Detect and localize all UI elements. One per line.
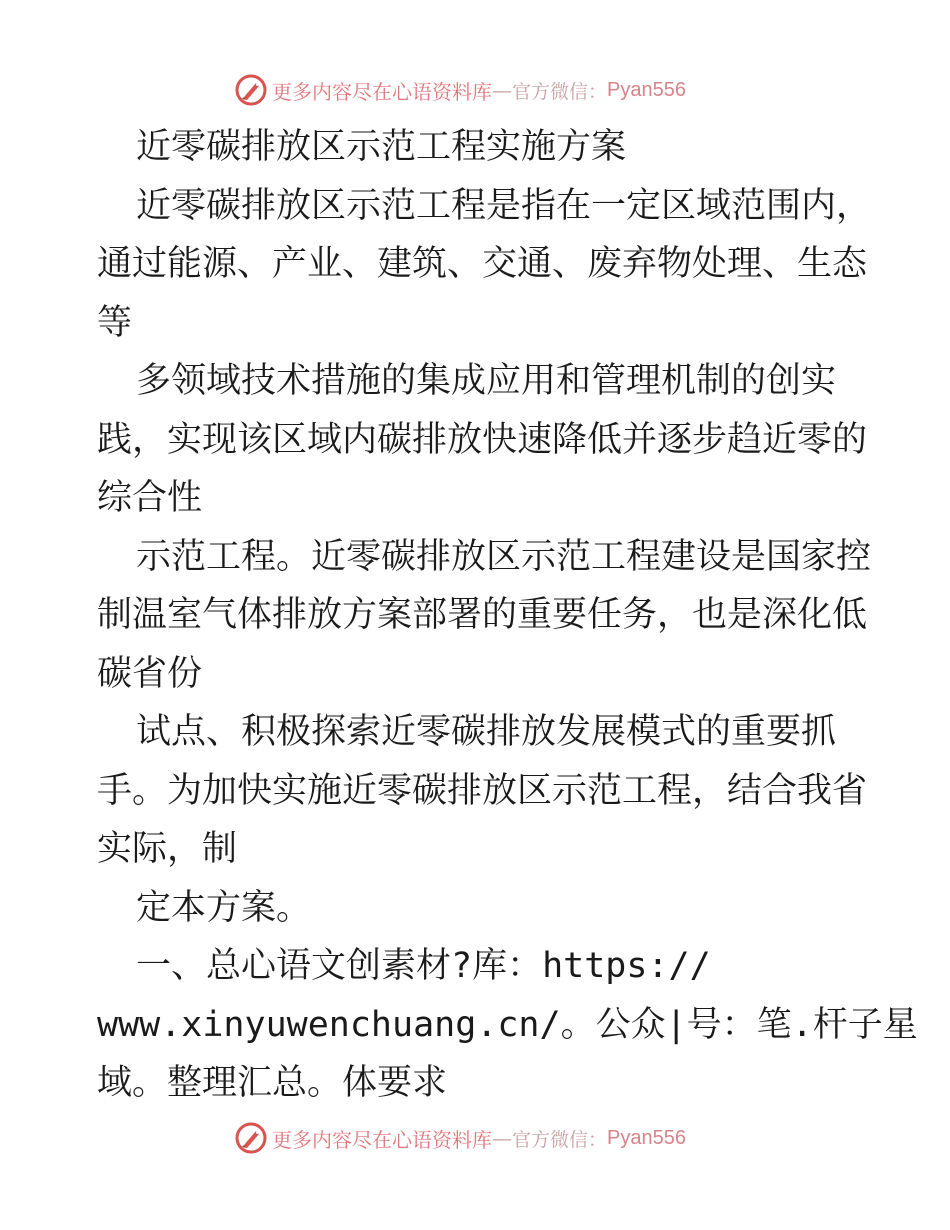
paragraph-line: 碳省份 [97, 653, 203, 694]
paragraph-line: 实际，制 [97, 829, 238, 869]
document-title: 近零碳排放区示范工程实施方案 [136, 127, 627, 167]
paragraph-line: 定本方案。 [136, 887, 312, 928]
paragraph-line: 通过能源、产业、建筑、交通、废弃物处理、生态 [97, 244, 868, 284]
banner-wechat-id: Pyan556 [607, 78, 686, 101]
paragraph-line: 等 [97, 302, 133, 343]
banner-wechat-label: 官方微信： [512, 80, 608, 103]
banner-separator: — [492, 78, 512, 102]
banner-separator: — [492, 1126, 512, 1150]
banner-text: 更多内容尽在心语资料库 [272, 1127, 492, 1152]
paragraph-line: 试点、积极探索近零碳排放发展模式的重要抓 [136, 712, 837, 752]
paragraph-line: 近零碳排放区示范工程是指在一定区域范围内， [136, 185, 872, 226]
paragraph-line: 域。整理汇总。体要求 [97, 1063, 448, 1103]
paragraph-line: 综合性 [97, 478, 203, 518]
pen-nib-logo-icon [234, 1121, 268, 1155]
banner-wechat-label: 官方微信： [512, 1128, 608, 1151]
banner-wechat-id: Pyan556 [607, 1126, 686, 1149]
paragraph-line: 多领域技术措施的集成应用和管理机制的创实 [136, 361, 837, 401]
pen-nib-logo-icon [234, 73, 268, 107]
document-body [97, 118, 918, 1113]
paragraph-line: 手。为加快实施近零碳排放区示范工程，结合我省 [97, 770, 868, 811]
paragraph-line: 制温室气体排放方案部署的重要任务，也是深化低 [97, 595, 868, 635]
header-banner [234, 72, 686, 108]
section-heading: 一、总心语文创素材?库：https:// [136, 946, 711, 986]
paragraph-line: www.xinyuwenchuang.cn/。公众|号：笔.杆子星 [97, 1004, 918, 1045]
footer-banner [234, 1120, 686, 1156]
paragraph-line: 示范工程。近零碳排放区示范工程建设是国家控 [136, 536, 872, 577]
banner-text: 更多内容尽在心语资料库 [272, 79, 492, 104]
paragraph-line: 践，实现该区域内碳排放快速降低并逐步趋近零的 [97, 419, 868, 460]
